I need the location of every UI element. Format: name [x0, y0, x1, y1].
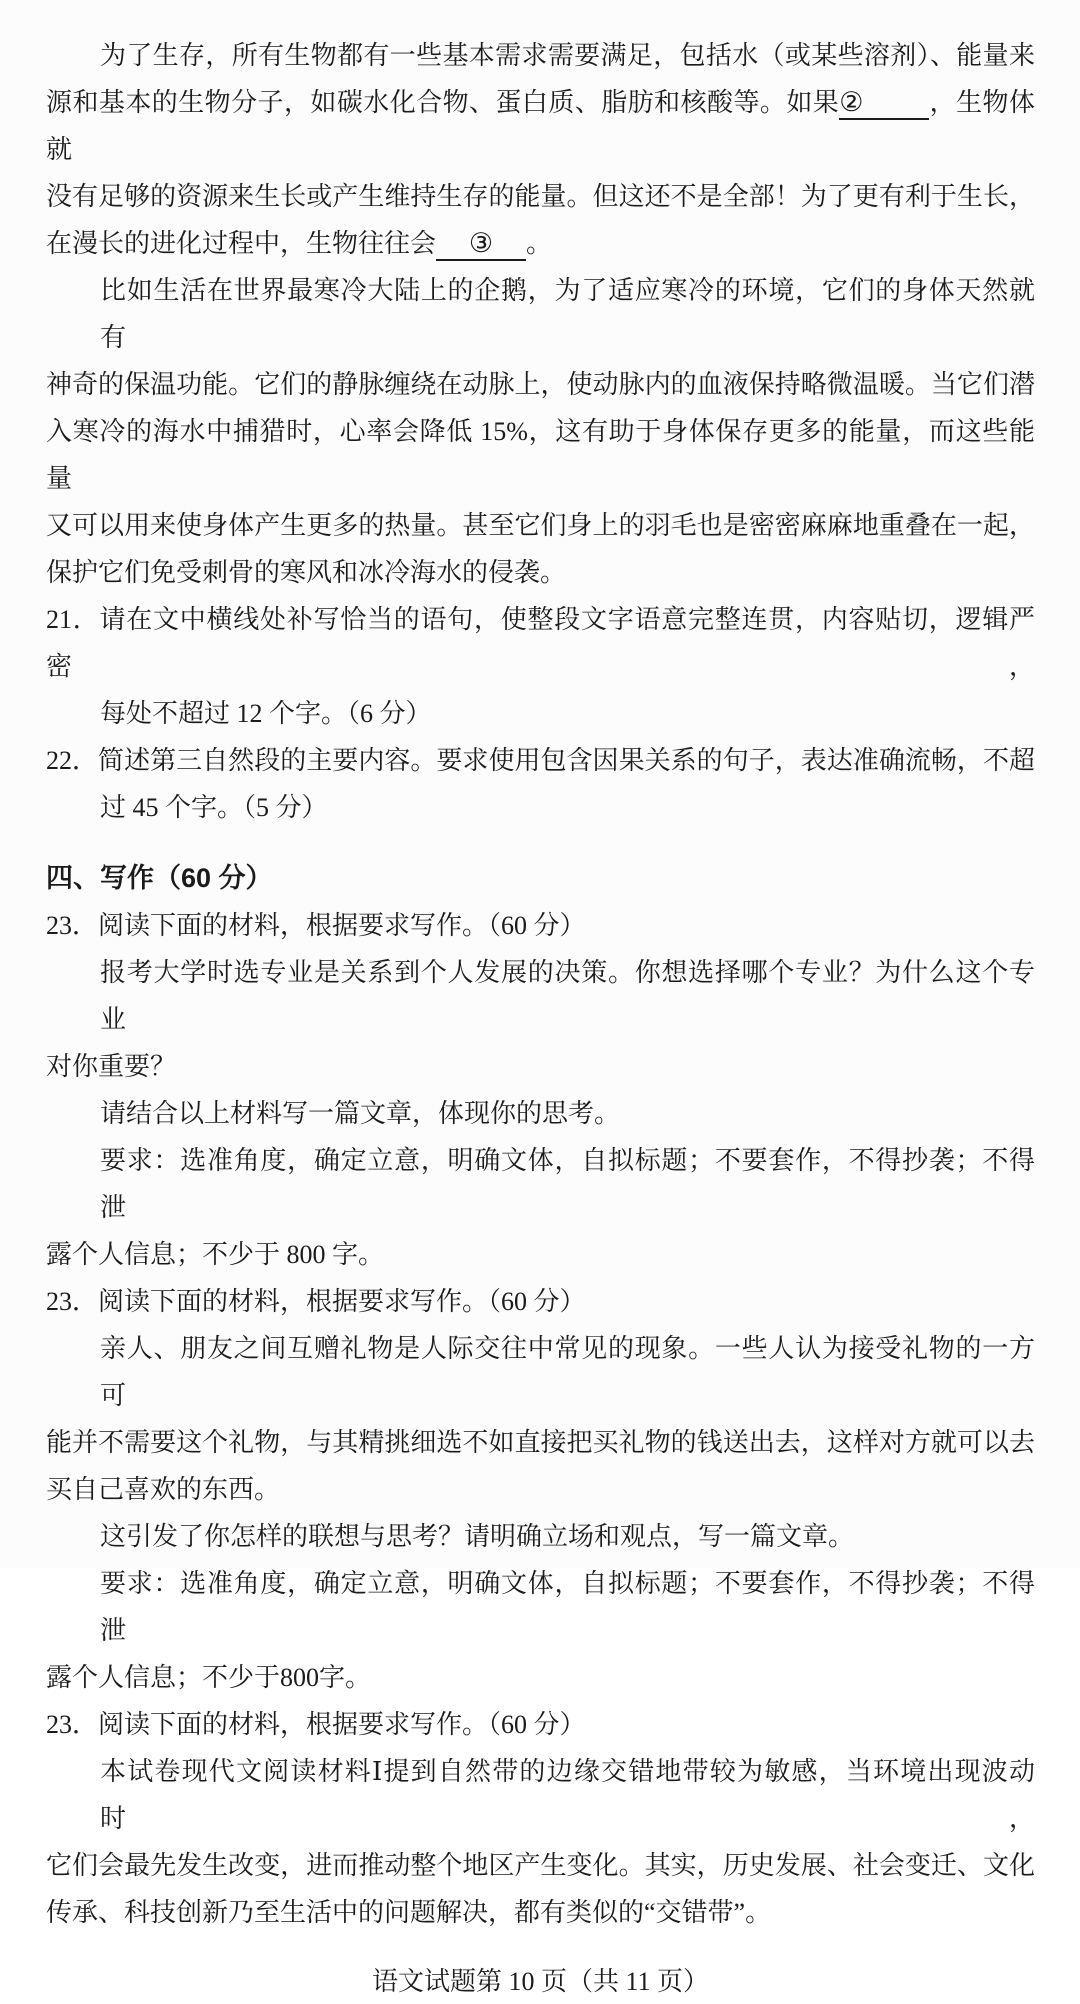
- fill-in-blank-③: ③: [436, 228, 526, 261]
- text-run: 比如生活在世界最寒冷大陆上的企鹅，为了适应寒冷的环境，它们的身体天然就有: [100, 276, 1035, 352]
- text-run: 本试卷现代文阅读材料Ⅰ提到自然带的边缘交错地带较为敏感，当环境出现波动时，: [100, 1757, 1035, 1833]
- question-23-version-1-line: [46, 1090, 1035, 1137]
- question-21-line: [46, 596, 1035, 690]
- question-23-version-1-line: [46, 902, 1035, 949]
- passage-paragraph-2-line: [46, 361, 1035, 408]
- passage-paragraph-1-line: [46, 173, 1035, 220]
- question-21: [46, 596, 1035, 737]
- passage-paragraph-1-line: [46, 220, 1035, 267]
- passage-paragraph-2-line: [46, 408, 1035, 502]
- text-run: 过 45 个字。（5 分）: [100, 793, 328, 822]
- question-23-version-2-line: [46, 1654, 1035, 1701]
- text-run: 露个人信息；不少于 800 字。: [46, 1240, 385, 1269]
- question-23-version-3: [46, 1701, 1035, 1936]
- question-23-version-2-line: [46, 1560, 1035, 1654]
- text-run: 。: [526, 229, 553, 258]
- question-23-version-3-line: [46, 1701, 1035, 1748]
- text-run: 亲人、朋友之间互赠礼物是人际交往中常见的现象。一些人认为接受礼物的一方可: [100, 1334, 1035, 1410]
- section-heading-writing: [46, 855, 1035, 902]
- passage-paragraph-2-line: [46, 267, 1035, 361]
- question-23-version-1-line: [46, 949, 1035, 1043]
- text-run: 每处不超过 12 个字。（6 分）: [100, 699, 432, 728]
- passage-paragraph-1: [46, 32, 1035, 267]
- passage-paragraph-1-line: [46, 79, 1035, 173]
- text-run: 传承、科技创新乃至生活中的问题解决，都有类似的“交错带”。: [46, 1898, 772, 1927]
- page-footer: 语文试题第 10 页（共 11 页）: [371, 1967, 710, 1996]
- passage-paragraph-2-line: [46, 502, 1035, 549]
- passage-paragraph-2: [46, 267, 1035, 596]
- question-21-line: [46, 690, 1035, 737]
- text-run: 请结合以上材料写一篇文章，体现你的思考。: [100, 1099, 621, 1128]
- text-run: 入寒冷的海水中捕猎时，心率会降低 15%，这有助于身体保存更多的能量，而这些能量: [46, 417, 1035, 493]
- document-body: [46, 32, 1035, 1936]
- text-run: 没有足够的资源来生长或产生维持生存的能量。但这还不是全部！为了更有利于生长，: [46, 182, 1035, 211]
- text-run: 保护它们免受刺骨的寒风和冰冷海水的侵袭。: [46, 558, 567, 587]
- question-23-version-1-line: [46, 1231, 1035, 1278]
- question-23-version-2-line: [46, 1466, 1035, 1513]
- text-run: 要求：选准角度，确定立意，明确文体，自拟标题；不要套作，不得抄袭；不得泄: [100, 1569, 1035, 1645]
- fill-in-blank-②: ②: [839, 87, 929, 120]
- text-run: 对你重要？: [46, 1052, 177, 1081]
- question-22: [46, 737, 1035, 831]
- text-run: 露个人信息；不少于800字。: [46, 1663, 372, 1692]
- question-23-version-3-line: [46, 1889, 1035, 1936]
- text-run: 22．简述第三自然段的主要内容。要求使用包含因果关系的句子，表达准确流畅，不超: [46, 746, 1035, 775]
- question-23-version-2-line: [46, 1278, 1035, 1325]
- text-run: ，生物体就: [46, 88, 1035, 164]
- text-run: 又可以用来使身体产生更多的热量。甚至它们身上的羽毛也是密密麻麻地重叠在一起，: [46, 511, 1035, 540]
- text-run: 四、写作（60 分）: [46, 863, 273, 893]
- text-run: 报考大学时选专业是关系到个人发展的决策。你想选择哪个专业？为什么这个专业: [100, 958, 1035, 1034]
- question-23-version-1: [46, 902, 1035, 1278]
- text-run: 要求：选准角度，确定立意，明确文体，自拟标题；不要套作，不得抄袭；不得泄: [100, 1146, 1035, 1222]
- text-run: 源和基本的生物分子，如碳水化合物、蛋白质、脂肪和核酸等。如果: [46, 88, 840, 117]
- question-22-line: [46, 784, 1035, 831]
- text-run: 21．请在文中横线处补写恰当的语句，使整段文字语意完整连贯，内容贴切，逻辑严密，: [46, 605, 1035, 681]
- section-heading-writing-line: [46, 855, 1035, 902]
- text-run: 为了生存，所有生物都有一些基本需求需要满足，包括水（或某些溶剂）、能量来: [100, 41, 1035, 70]
- question-23-version-2-line: [46, 1419, 1035, 1466]
- text-run: 23．阅读下面的材料，根据要求写作。（60 分）: [46, 1287, 586, 1316]
- passage-paragraph-2-line: [46, 549, 1035, 596]
- question-23-version-3-line: [46, 1748, 1035, 1842]
- question-23-version-2-line: [46, 1513, 1035, 1560]
- text-run: 神奇的保温功能。它们的静脉缠绕在动脉上，使动脉内的血液保持略微温暖。当它们潜: [46, 370, 1035, 399]
- question-23-version-2-line: [46, 1325, 1035, 1419]
- text-run: 23．阅读下面的材料，根据要求写作。（60 分）: [46, 1710, 586, 1739]
- text-run: 在漫长的进化过程中，生物往往会: [46, 229, 437, 258]
- question-23-version-3-line: [46, 1842, 1035, 1889]
- question-22-line: [46, 737, 1035, 784]
- text-run: 买自己喜欢的东西。: [46, 1475, 281, 1504]
- text-run: 23．阅读下面的材料，根据要求写作。（60 分）: [46, 911, 586, 940]
- text-run: 这引发了你怎样的联想与思考？请明确立场和观点，写一篇文章。: [100, 1522, 855, 1551]
- question-23-version-1-line: [46, 1137, 1035, 1231]
- passage-paragraph-1-line: [46, 32, 1035, 79]
- text-run: 能并不需要这个礼物，与其精挑细选不如直接把买礼物的钱送出去，这样对方就可以去: [46, 1428, 1035, 1457]
- question-23-version-2: [46, 1278, 1035, 1701]
- text-run: 它们会最先发生改变，进而推动整个地区产生变化。其实，历史发展、社会变迁、文化: [46, 1851, 1035, 1880]
- question-23-version-1-line: [46, 1043, 1035, 1090]
